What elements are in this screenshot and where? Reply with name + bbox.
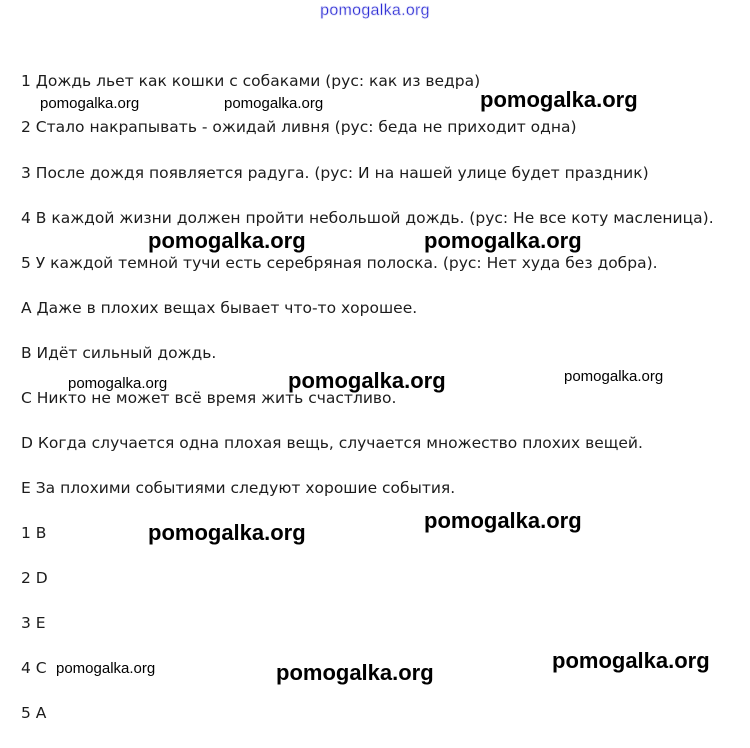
watermark: pomogalka.org <box>424 228 582 253</box>
answer-1: 1 B <box>21 524 47 542</box>
header-logo: pomogalka.org <box>320 2 430 19</box>
answer-2: 2 D <box>21 569 48 587</box>
watermark: pomogalka.org <box>564 368 664 385</box>
watermark: pomogalka.org <box>148 520 306 545</box>
proverb-4: 4 В каждой жизни должен пройти небольшой дождь. (рус: Не все коту масленица). <box>21 209 714 227</box>
meaning-c: C Никто не может всё время жить счастливо. <box>21 389 397 407</box>
proverb-1: 1 Дождь льет как кошки с собаками (рус: как из ведра) <box>21 72 481 90</box>
watermark: pomogalka.org <box>68 375 168 392</box>
watermark: pomogalka.org <box>552 648 710 673</box>
watermark: pomogalka.org <box>148 228 306 253</box>
watermark: pomogalka.org <box>480 87 638 112</box>
meaning-b: B Идёт сильный дождь. <box>21 344 217 362</box>
watermark: pomogalka.org <box>424 508 582 533</box>
answer-3: 3 E <box>21 614 46 632</box>
watermark: pomogalka.org <box>276 660 434 685</box>
answer-5: 5 A <box>21 704 47 722</box>
watermark: pomogalka.org <box>288 368 446 393</box>
meaning-d: D Когда случается одна плохая вещь, случается множество плохих вещей. <box>21 434 643 452</box>
answer-4: 4 C <box>21 659 47 677</box>
proverb-2: 2 Стало накрапывать - ожидай ливня (рус: беда не приходит одна) <box>21 118 577 136</box>
watermark: pomogalka.org <box>56 660 156 677</box>
watermark: pomogalka.org <box>40 95 140 112</box>
watermark: pomogalka.org <box>224 95 324 112</box>
proverb-3: 3 После дождя появляется радуга. (рус: И на нашей улице будет праздник) <box>21 164 649 182</box>
proverb-5: 5 У каждой темной тучи есть серебряная полоска. (рус: Нет худа без добра). <box>21 254 658 272</box>
meaning-a: A Даже в плохих вещах бывает что-то хорошее. <box>21 299 418 317</box>
meaning-e: E За плохими событиями следуют хорошие события. <box>21 479 456 497</box>
